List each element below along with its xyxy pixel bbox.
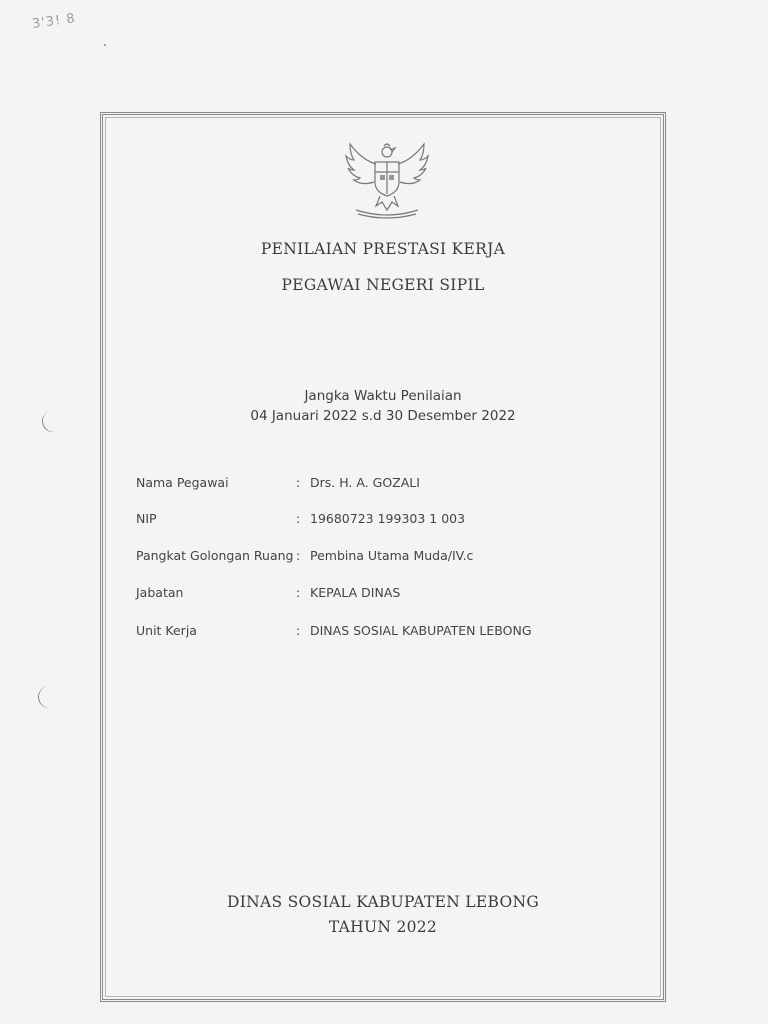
field-separator: : [296,548,301,563]
field-row-work-unit [136,623,636,643]
field-value: Drs. H. A. GOZALI [310,475,420,490]
garuda-emblem-icon [338,138,436,222]
field-value: DINAS SOSIAL KABUPATEN LEBONG [310,623,532,638]
field-row-nip [136,511,636,531]
field-row-position [136,585,636,605]
stray-dot [104,44,106,46]
field-separator: : [296,585,301,600]
footer-agency-name: DINAS SOSIAL KABUPATEN LEBONG [226,893,540,911]
assessment-period-label: Jangka Waktu Penilaian [304,388,462,404]
handwritten-corner-mark: 3'3! 8 [31,11,77,32]
punch-hole-mark-lower [36,684,62,710]
punch-hole-mark-upper [39,407,68,436]
field-value: Pembina Utama Muda/IV.c [310,548,474,563]
document-title-line-2: PEGAWAI NEGERI SIPIL [281,276,485,294]
footer-year: TAHUN 2022 [328,918,438,936]
field-separator: : [296,475,301,490]
field-label: NIP [136,511,157,526]
field-row-rank-grade [136,548,636,568]
field-label: Nama Pegawai [136,475,229,490]
field-separator: : [296,623,301,638]
document-title-line-1: PENILAIAN PRESTASI KERJA [260,240,506,258]
field-label: Unit Kerja [136,623,197,638]
field-value: KEPALA DINAS [310,585,401,600]
field-separator: : [296,511,301,526]
field-label: Jabatan [136,585,184,600]
field-row-employee-name [136,475,636,495]
field-value: 19680723 199303 1 003 [310,511,466,526]
field-label: Pangkat Golongan Ruang [136,548,294,563]
assessment-period-range: 04 Januari 2022 s.d 30 Desember 2022 [250,408,516,424]
